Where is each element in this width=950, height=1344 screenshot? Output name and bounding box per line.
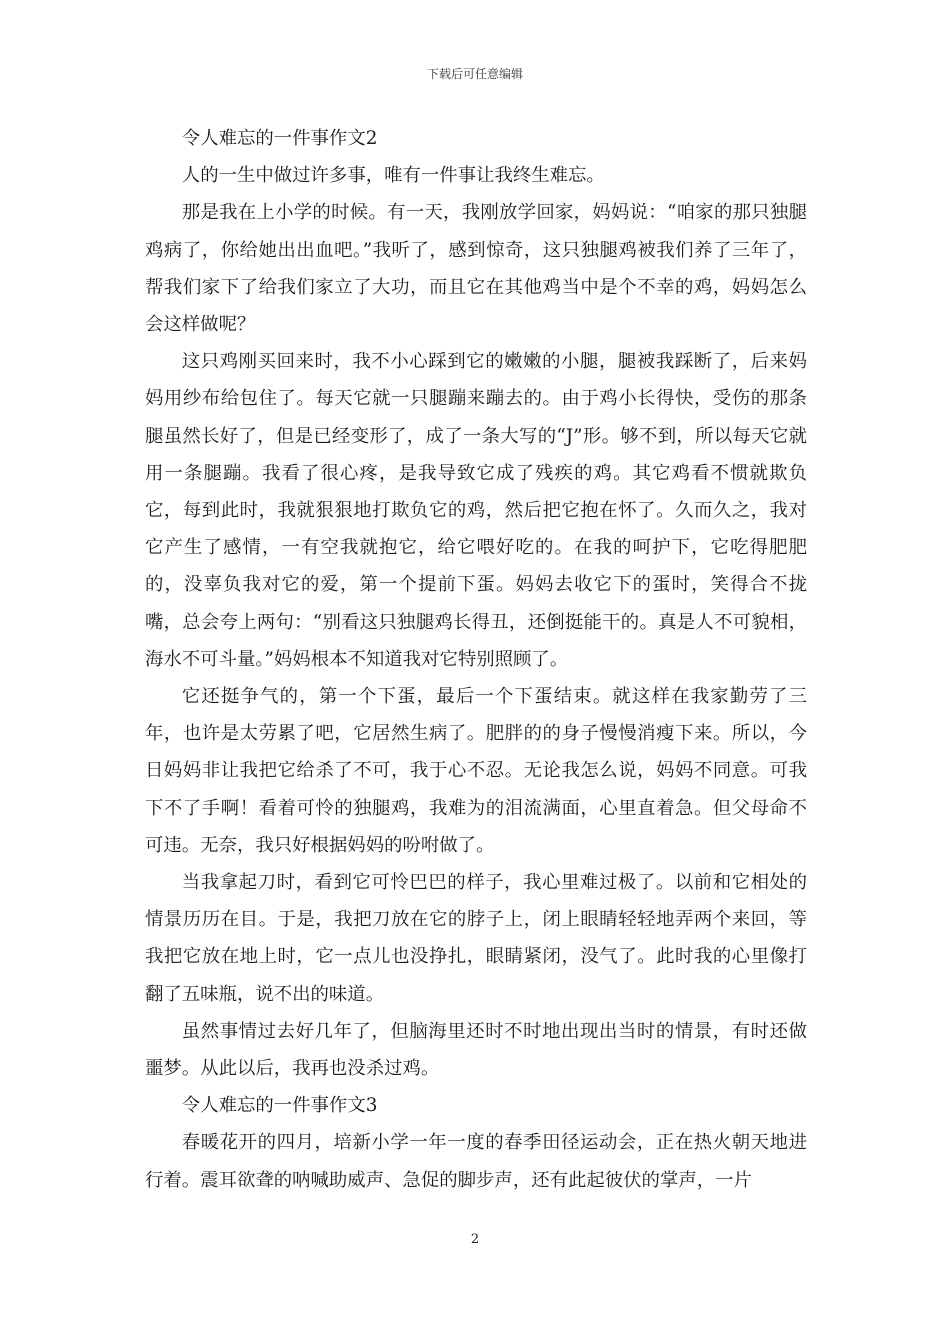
essay-title-3: 令人难忘的一件事作文3 — [181, 1095, 378, 1117]
page-header: 下载后可任意编辑 — [426, 67, 523, 81]
paragraph-intro: 人的一生中做过许多事，唯有一件事让我终生难忘。 — [181, 165, 605, 187]
paragraph-sports-meet: 春暖花开的四月，培新小学一年一度的春季田径运动会，正在热火朝天地进行着。震耳欲聋的呐喊助威声、急促的脚步声，还有此起彼伏的掌声，一片 — [145, 1132, 807, 1191]
paragraph-chicken-injury: 这只鸡刚买回来时，我不小心踩到它的嫩嫩的小腿，腿被我踩断了，后来妈妈用纱布给包住了。每天它就一只腿蹦来蹦去的。由于鸡小长得快，受伤的那条腿虽然长好了，但是已经变形了，成了一条大写的“J”形。够不到，所以每天它就用一条腿蹦。我看了很心疼，是我导致它成了残疾的鸡。其它鸡看不惯就欺负它，每到此时，我就狠狠地打欺负它的鸡，然后把它抱在怀了。久而久之，我对它产生了感情，一有空我就抱它，给它喂好吃的。在我的呵护下，它吃得肥肥的，没辜负我对它的爱，第一个提前下蛋。妈妈去收它下的蛋时，笑得合不拢嘴，总会夸上两句：“别看这只独腿鸡长得丑，还倒挺能干的。真是人不可貌相，海水不可斗量。”妈妈根本不知道我对它特别照顾了。 — [145, 351, 807, 670]
paragraph-knife: 当我拿起刀时，看到它可怜巴巴的样子，我心里难过极了。以前和它相处的情景历历在目。于是，我把刀放在它的脖子上，闭上眼睛轻轻地弄两个来回，等我把它放在地上时，它一点儿也没挣扎，眼睛紧闭，没气了。此时我的心里像打翻了五味瓶，说不出的味道。 — [145, 872, 807, 1005]
paragraph-conclusion: 虽然事情过去好几年了，但脑海里还时不时地出现出当时的情景，有时还做噩梦。从此以后，我再也没杀过鸡。 — [145, 1020, 807, 1080]
document-body — [145, 120, 807, 1199]
paragraph-story-start: 那是我在上小学的时候。有一天，我刚放学回家，妈妈说：“咱家的那只独腿鸡病了，你给她出出血吧。”我听了，感到惊奇，这只独腿鸡被我们养了三年了，帮我们家下了给我们家立了大功，而且它在其他鸡当中是个不幸的鸡，妈妈怎么会这样做呢？ — [145, 202, 807, 336]
page-number: 2 — [470, 1232, 480, 1247]
paragraph-chicken-sick: 它还挺争气的，第一个下蛋，最后一个下蛋结束。就这样在我家勤劳了三年，也许是太劳累了吧，它居然生病了。肥胖的的身子慢慢消瘦下来。所以，今日妈妈非让我把它给杀了不可，我于心不忍。无论我怎么说，妈妈不同意。可我下不了手啊！看着可怜的独腿鸡，我难为的泪流满面，心里直着急。但父母命不可违。无奈，我只好根据妈妈的吩咐做了。 — [145, 686, 807, 856]
essay-title-2: 令人难忘的一件事作文2 — [181, 128, 378, 149]
